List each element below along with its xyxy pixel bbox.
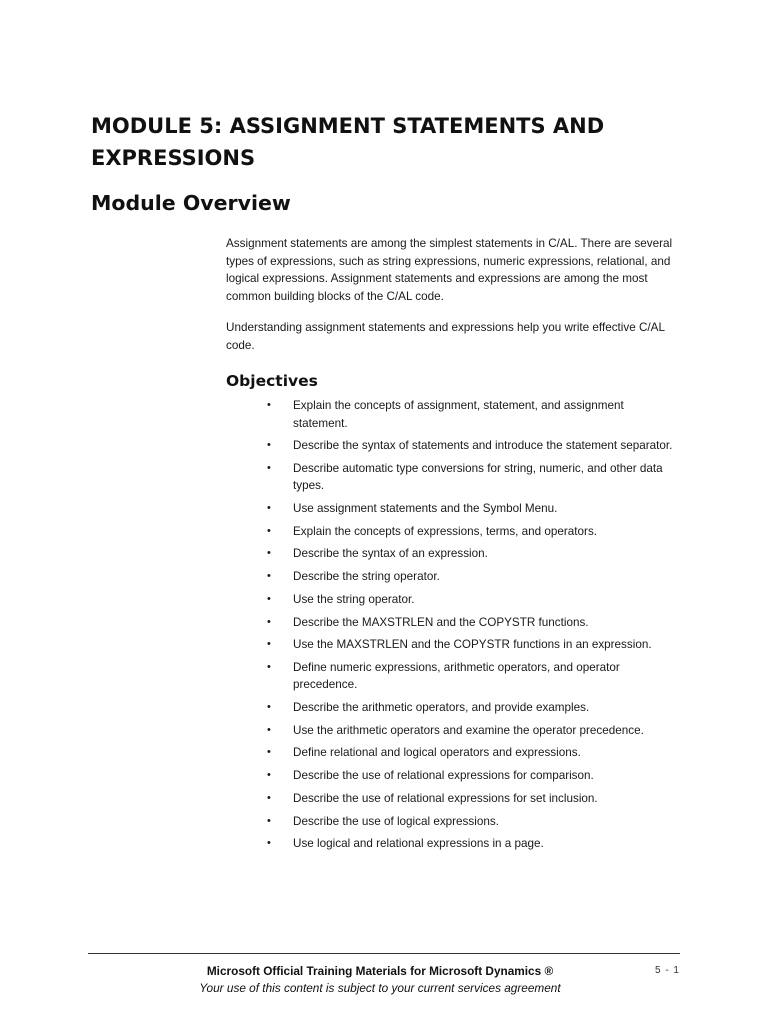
objective-text: Use the arithmetic operators and examine the operator precedence. [293,723,644,737]
objective-item [267,699,677,717]
bullet-icon: • [267,461,271,474]
objective-text: Describe the syntax of an expression. [293,547,488,561]
objective-text: Use the MAXSTRLEN and the COPYSTR functions in an expression. [293,638,652,652]
overview-paragraph: Understanding assignment statements and expressions help you write effective C/AL code. [226,321,665,352]
bullet-icon: • [267,638,271,651]
objective-item [267,767,677,785]
bullet-icon: • [267,592,271,605]
bullet-icon: • [267,524,271,537]
objective-item [267,545,677,563]
objective-text: Describe the use of logical expressions. [293,814,499,828]
objective-text: Define numeric expressions, arithmetic operators, and operator precedence. [293,660,620,692]
bullet-icon: • [267,570,271,583]
objectives-heading: Objectives [226,372,318,390]
bullet-icon: • [267,837,271,850]
objective-item [267,460,677,495]
objective-item [267,500,677,518]
objective-text: Explain the concepts of expressions, terms, and operators. [293,524,598,538]
bullet-icon: • [267,502,271,515]
page-number: 5 - 1 [654,965,680,976]
objective-item [267,659,677,694]
objective-text: Describe the string operator. [293,570,440,584]
objective-item [267,744,677,762]
bullet-icon: • [267,547,271,560]
objective-item [267,437,677,455]
objective-item [267,813,677,831]
bullet-icon: • [267,615,271,628]
objective-item [267,568,677,586]
objective-item [267,722,677,740]
objective-item [267,636,677,654]
objective-item [267,523,677,541]
bullet-icon: • [267,814,271,827]
footer-title: Microsoft Official Training Materials for Microsoft Dynamics ® [206,964,554,978]
page-title: MODULE 5: ASSIGNMENT STATEMENTS AND EXPRESSIONS [91,114,605,170]
objective-text: Use logical and relational expressions in a page. [293,837,544,851]
objective-text: Describe the syntax of statements and introduce the statement separator. [293,439,673,453]
bullet-icon: • [267,746,271,759]
objective-text: Explain the concepts of assignment, statement, and assignment statement. [293,399,624,430]
objective-text: Use assignment statements and the Symbol Menu. [293,502,558,516]
bullet-icon: • [267,791,271,804]
section-heading-module-overview: Module Overview [91,191,291,215]
objective-item [267,790,677,808]
footer-divider [88,953,680,954]
bullet-icon: • [267,723,271,736]
bullet-icon: • [267,769,271,782]
objective-item [267,397,677,432]
objective-text: Use the string operator. [293,592,415,606]
bullet-icon: • [267,701,271,714]
objective-text: Describe the MAXSTRLEN and the COPYSTR functions. [293,615,589,629]
objective-text: Describe the use of relational expressions for comparison. [293,769,594,783]
footer-agreement-notice: Your use of this content is subject to your current services agreement [199,981,561,995]
objective-item [267,835,677,853]
overview-paragraph: Assignment statements are among the simplest statements in C/AL. There are several types of expressions, such as string expressions, numeric expressions, relational, and logical expressions. Assignment statements and expressions are among the most common building blocks of the C/AL code. [226,237,673,303]
objectives-list [267,397,677,858]
objective-text: Describe the use of relational expressions for set inclusion. [293,791,598,805]
objective-text: Describe automatic type conversions for string, numeric, and other data types. [293,461,663,493]
bullet-icon: • [267,439,271,452]
bullet-icon: • [267,660,271,673]
objective-text: Describe the arithmetic operators, and provide examples. [293,701,590,715]
bullet-icon: • [267,399,271,411]
objective-text: Define relational and logical operators and expressions. [293,746,581,760]
objective-item [267,614,677,632]
objective-item [267,591,677,609]
